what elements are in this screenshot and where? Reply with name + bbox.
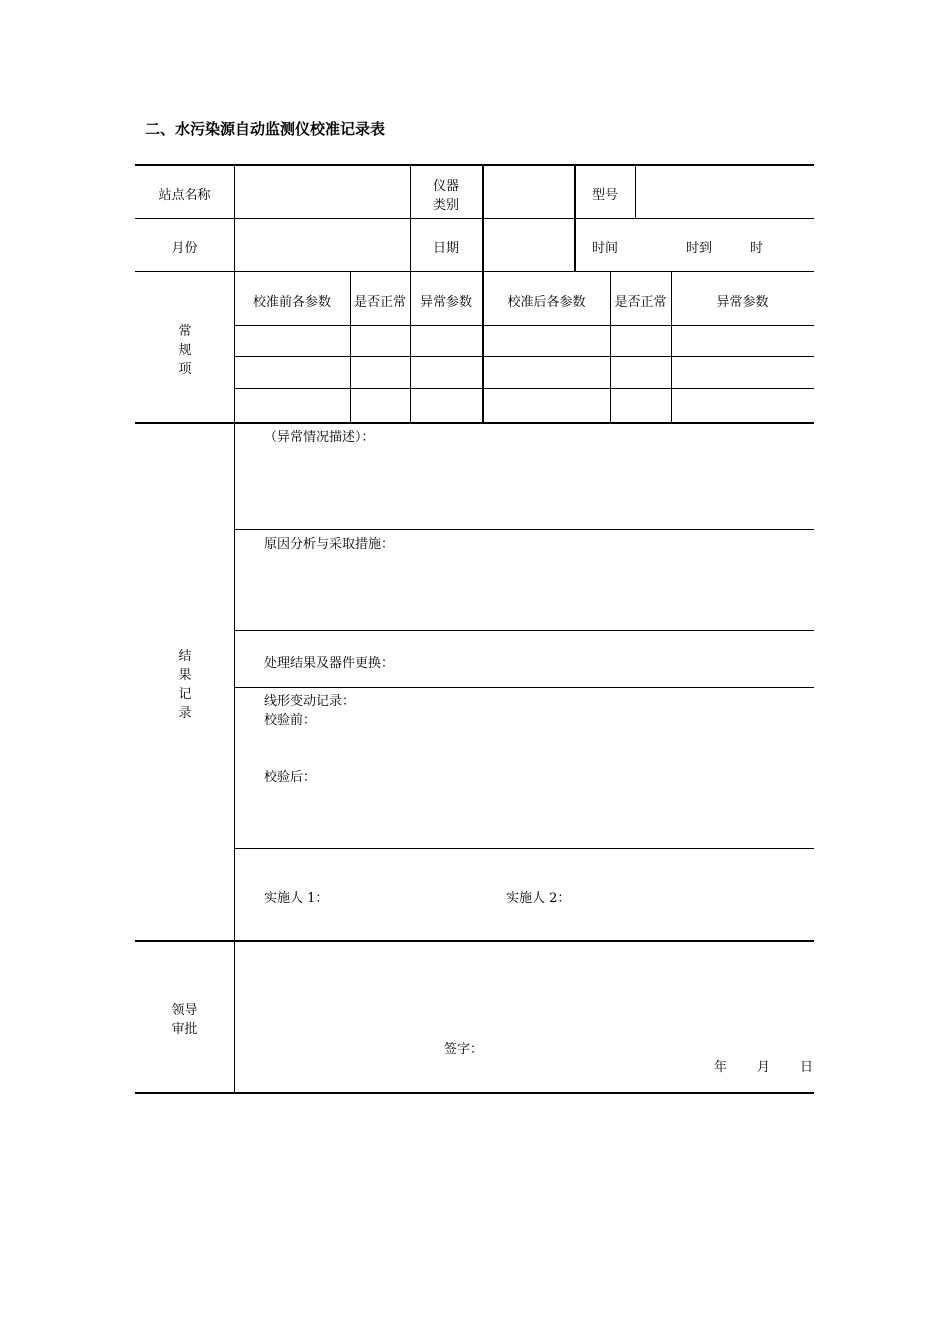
instrument-type-label-line1: 仪器	[432, 179, 459, 194]
col-header-pre-normal: 是否正常	[353, 295, 406, 310]
col-div-635	[635, 164, 636, 218]
rule-routine-end	[135, 422, 814, 424]
col-header-pre-abnormal: 异常参数	[419, 295, 472, 310]
rule-routine-r2	[234, 388, 814, 389]
abnormal-description-label: （异常情况描述）：	[264, 430, 375, 445]
approval-day-label: 日	[800, 1060, 814, 1075]
results-label-char-4: 录	[178, 706, 192, 721]
rule-top	[135, 164, 814, 166]
rule-routine-r1	[234, 356, 814, 357]
col-header-post-abnormal: 异常参数	[716, 295, 769, 310]
results-label-char-2: 果	[178, 668, 192, 683]
model-label: 型号	[591, 188, 618, 203]
rule-abnormal	[234, 529, 814, 530]
handling-result-label: 处理结果及器件更换：	[264, 656, 395, 671]
approval-label-line1: 领导	[171, 1003, 198, 1018]
before-check-label: 校验前：	[264, 713, 317, 728]
col-header-pre-params: 校准前各参数	[252, 295, 331, 310]
implementer-1-label: 实施人 1：	[264, 891, 329, 906]
approval-label-line2: 审批	[171, 1022, 198, 1037]
routine-label-char-2: 规	[178, 343, 192, 358]
signature-label: 签字：	[444, 1042, 484, 1057]
routine-label-char-3: 项	[178, 362, 192, 377]
rule-row2	[135, 271, 814, 272]
rule-row1	[135, 218, 814, 219]
results-label-char-3: 记	[178, 687, 192, 702]
rule-handling	[234, 687, 814, 688]
col-header-post-params: 校准后各参数	[507, 295, 586, 310]
approval-year-label: 年	[714, 1060, 728, 1075]
approval-month-label: 月	[757, 1060, 771, 1075]
implementer-2-label: 实施人 2：	[506, 891, 571, 906]
cause-analysis-label: 原因分析与采取措施：	[264, 537, 395, 552]
after-check-label: 校验后：	[264, 770, 317, 785]
instrument-type-label-line2: 类别	[432, 198, 459, 213]
rule-results-end	[135, 940, 814, 942]
time-to-label: 时	[750, 241, 764, 256]
rule-cause	[234, 630, 814, 631]
time-label: 时间	[591, 241, 618, 256]
rule-linear	[234, 848, 814, 849]
date-label: 日期	[432, 241, 459, 256]
month-label: 月份	[171, 241, 198, 256]
site-name-label: 站点名称	[158, 188, 211, 203]
linear-change-label: 线形变动记录：	[264, 694, 356, 709]
time-from-label: 时到	[686, 241, 713, 256]
rule-routine-header	[234, 325, 814, 326]
results-label-char-1: 结	[178, 649, 192, 664]
rule-bottom	[135, 1092, 814, 1094]
routine-label-char-1: 常	[178, 324, 192, 339]
page-title: 二、水污染源自动监测仪校准记录表	[145, 120, 386, 138]
col-header-post-normal: 是否正常	[614, 295, 667, 310]
